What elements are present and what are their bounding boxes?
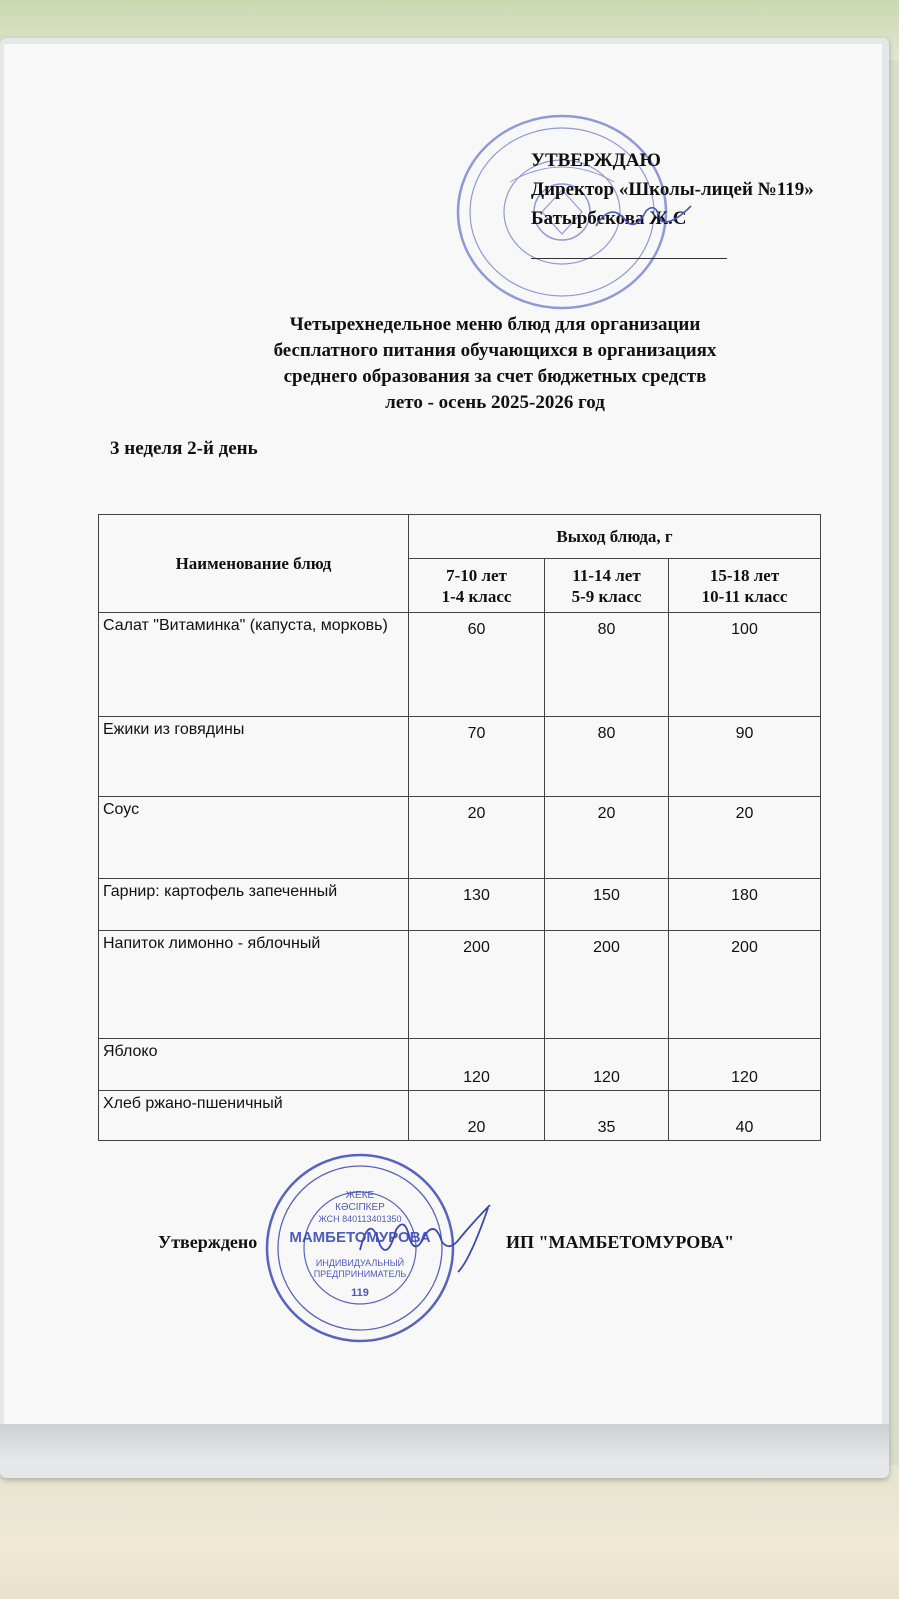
stamp-line-3: ЖСН 840113401350	[318, 1214, 402, 1224]
entrepreneur-name: ИП "МАМБЕТОМУРОВА"	[506, 1232, 735, 1252]
dish-name: Соус	[99, 797, 409, 879]
portion-value: 40	[669, 1091, 821, 1141]
portion-value: 180	[669, 879, 821, 931]
portion-value: 130	[409, 879, 545, 931]
group-2-age: 11-14 лет	[572, 565, 641, 585]
title-line-1: Четырехнедельное меню блюд для организации	[289, 314, 701, 335]
header-dish-name: Наименование блюд	[99, 515, 409, 613]
group-3-grade: 10-11 класс	[701, 586, 788, 606]
portion-value: 20	[409, 797, 545, 879]
approved-label: Утверждено	[158, 1232, 258, 1252]
portion-value: 80	[545, 717, 669, 797]
entrepreneur-signature	[350, 1200, 510, 1280]
table-row	[99, 717, 821, 797]
dish-name: Гарнир: картофель запеченный	[99, 879, 409, 931]
title-line-2: бесплатного питания обучающихся в организациях	[273, 340, 717, 361]
table-row	[99, 931, 821, 1039]
stamp-line-6: ПРЕДПРИНИМАТЕЛЬ	[313, 1269, 407, 1279]
portion-value: 60	[409, 613, 545, 717]
stamp-line-1: ЖЕКЕ	[345, 1190, 375, 1201]
portion-value: 120	[669, 1039, 821, 1091]
portion-value: 200	[545, 931, 669, 1039]
portion-value: 120	[409, 1039, 545, 1091]
table-header-row	[99, 515, 821, 559]
dish-name: Ежики из говядины	[99, 717, 409, 797]
director-signature	[591, 196, 701, 236]
portion-value: 35	[545, 1091, 669, 1141]
signature-line	[531, 258, 727, 259]
dish-name: Хлеб ржано-пшеничный	[99, 1091, 409, 1141]
stamp-line-2: КӘСІПКЕР	[335, 1202, 385, 1213]
group-1-grade: 1-4 класс	[441, 586, 512, 606]
portion-value: 150	[545, 879, 669, 931]
header-group-3	[669, 559, 821, 613]
group-1-age: 7-10 лет	[446, 565, 507, 585]
portion-value: 20	[409, 1091, 545, 1141]
document-title	[150, 312, 840, 416]
portion-value: 200	[409, 931, 545, 1039]
menu-table	[98, 514, 821, 1141]
portion-value: 90	[669, 717, 821, 797]
portion-value: 20	[669, 797, 821, 879]
table-row	[99, 879, 821, 931]
week-day-label: 3 неделя 2-й день	[110, 438, 258, 459]
header-group-1	[409, 559, 545, 613]
table-row	[99, 613, 821, 717]
portion-value: 70	[409, 717, 545, 797]
stamp-number: 119	[351, 1287, 369, 1299]
header-output: Выход блюда, г	[409, 515, 821, 559]
dish-name: Салат "Витаминка" (капуста, морковь)	[99, 613, 409, 717]
dish-name: Яблоко	[99, 1039, 409, 1091]
title-line-3: среднего образования за счет бюджетных средств	[283, 366, 707, 387]
portion-value: 200	[669, 931, 821, 1039]
group-3-age: 15-18 лет	[709, 565, 780, 585]
approval-name: Батырбекова Ж.С	[531, 208, 687, 229]
portion-value: 100	[669, 613, 821, 717]
table-row	[99, 1091, 821, 1141]
header-group-2	[545, 559, 669, 613]
title-line-4: лето - осень 2025-2026 год	[385, 392, 605, 413]
portion-value: 80	[545, 613, 669, 717]
wall-background-bottom	[0, 1465, 899, 1599]
dish-name: Напиток лимонно - яблочный	[99, 931, 409, 1039]
portion-value: 20	[545, 797, 669, 879]
approval-block	[531, 146, 814, 233]
table-row	[99, 1039, 821, 1091]
table-row	[99, 797, 821, 879]
frame-ledge	[0, 1424, 889, 1464]
stamp-name: МАМБЕТОМУРОВА	[289, 1229, 431, 1246]
stamp-line-5: ИНДИВИДУАЛЬНЫЙ	[315, 1258, 405, 1268]
portion-value: 120	[545, 1039, 669, 1091]
group-2-grade: 5-9 класс	[571, 586, 642, 606]
approval-heading: УТВЕРЖДАЮ	[531, 150, 661, 171]
approval-director: Директор «Школы-лицей №119»	[531, 179, 814, 200]
